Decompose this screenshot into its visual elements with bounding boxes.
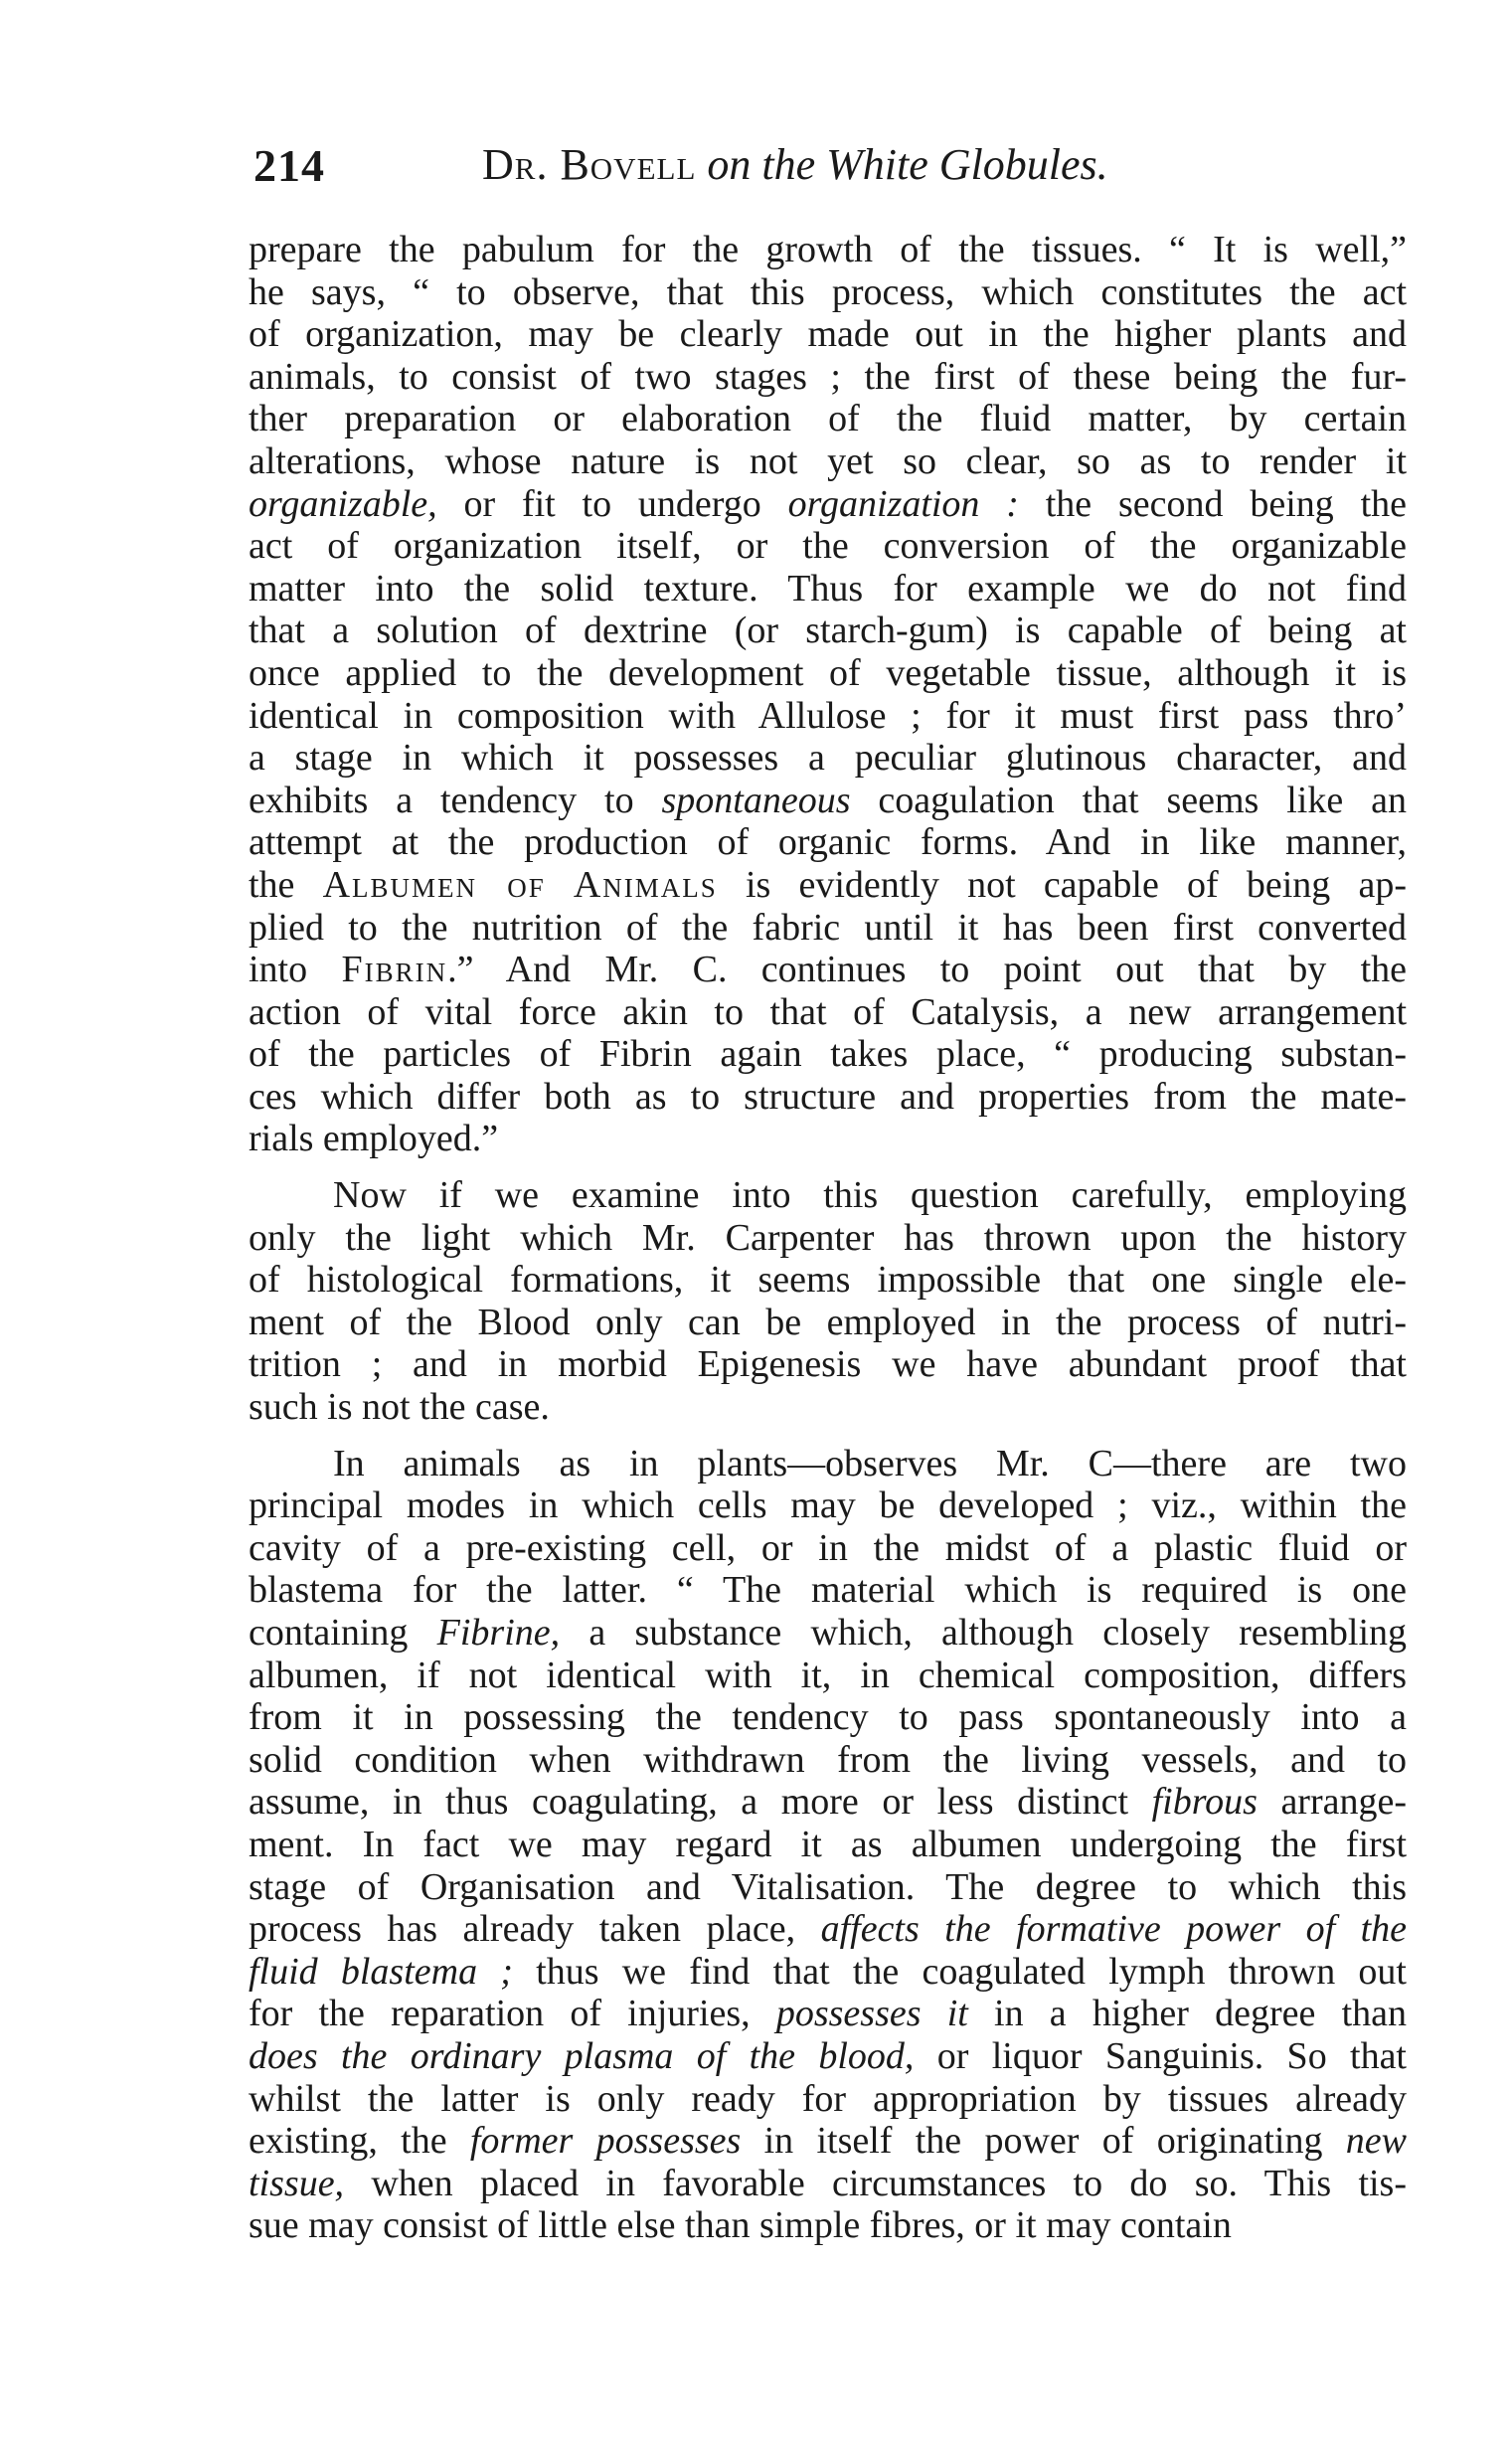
text-line — [249, 440, 1407, 483]
text-line — [249, 949, 1407, 991]
text-fragment: identical in composition with Allulose ; for it must first pass thro’ — [249, 694, 1407, 737]
page-number: 214 — [253, 140, 325, 191]
italic-text: fibrous — [1151, 1781, 1258, 1824]
text-fragment: albumen, if not identical with it, in chemical composition, differs — [249, 1654, 1407, 1696]
text-fragment: trition ; and in morbid Epigenesis we have abundant proof that — [249, 1343, 1407, 1386]
italic-text: Fibrine, — [436, 1612, 561, 1654]
text-line — [249, 1217, 1407, 1260]
small-caps-text: Fibrin — [341, 949, 448, 991]
text-line — [249, 398, 1407, 440]
text-line — [249, 695, 1407, 738]
text-fragment: coagulation that seems like an — [850, 779, 1407, 821]
text-line — [249, 652, 1407, 695]
text-line — [249, 907, 1407, 950]
text-line — [249, 1781, 1407, 1824]
text-line — [249, 1118, 1407, 1160]
text-line — [249, 780, 1407, 822]
text-line — [249, 1655, 1407, 1697]
text-fragment: ment of the Blood only can be employed in the process of nutri- — [249, 1301, 1407, 1343]
text-fragment: in itself the power of originating — [741, 2120, 1346, 2163]
small-caps-text: Albumen of Animals — [322, 863, 718, 906]
text-line — [249, 821, 1407, 864]
text-line — [249, 1343, 1407, 1386]
text-line — [249, 1259, 1407, 1302]
text-fragment: or liquor Sanguinis. So that — [914, 2034, 1407, 2077]
text-fragment: plied to the nutrition of the fabric until it has been first converted — [249, 906, 1407, 949]
text-line — [249, 229, 1407, 271]
paragraph-gap — [249, 1160, 1407, 1174]
text-fragment: whilst the latter is only ready for appropriation by tissues already — [249, 2077, 1407, 2120]
running-head — [482, 139, 1108, 190]
body-text — [249, 229, 1407, 2247]
text-fragment: stage of Organisation and Vitalisation. The degree to which this — [249, 1865, 1407, 1908]
text-fragment: ces which differ both as to structure and properties from the mate- — [249, 1075, 1407, 1118]
text-fragment: process has already taken place, — [249, 1908, 821, 1951]
text-line — [249, 1302, 1407, 1344]
text-line — [249, 737, 1407, 780]
italic-text: organization : — [787, 482, 1019, 525]
text-fragment: the second being the — [1018, 482, 1407, 525]
text-fragment: assume, in thus coagulating, a more or less distinct — [249, 1781, 1152, 1824]
text-fragment: into — [249, 949, 342, 991]
text-line — [249, 1386, 1407, 1429]
italic-text: fluid blastema ; — [249, 1950, 513, 1993]
italic-text: spontaneous — [661, 779, 851, 821]
text-line — [249, 1951, 1407, 1994]
text-line — [249, 1824, 1407, 1866]
text-fragment: a substance which, although closely resembling — [560, 1612, 1407, 1654]
text-fragment: only the light which Mr. Carpenter has thrown upon the history — [249, 1216, 1407, 1259]
text-fragment: ment. In fact we may regard it as albumen undergoing the first — [249, 1823, 1407, 1865]
text-line — [249, 2204, 1407, 2247]
text-line — [249, 1443, 1407, 1485]
text-fragment: rials employed.” — [249, 1118, 499, 1160]
text-fragment: he says, “ to observe, that this process, which constitutes the act — [249, 270, 1407, 313]
text-fragment: In animals as in plants—observes Mr. C—there are two — [333, 1442, 1407, 1484]
paragraph — [249, 1443, 1407, 2247]
italic-text: former possesses — [469, 2120, 742, 2163]
text-fragment: that a solution of dextrine (or starch-gum) is capable of being at — [249, 610, 1407, 652]
text-fragment: such is not the case. — [249, 1386, 550, 1429]
text-fragment: .” And Mr. C. continues to point out that by the — [447, 949, 1407, 991]
text-line — [249, 356, 1407, 399]
text-fragment: arrange- — [1257, 1781, 1407, 1824]
text-fragment: a stage in which it possesses a peculiar glutinous character, and — [249, 737, 1407, 780]
text-fragment: act of organization itself, or the conversion of the organizable — [249, 525, 1407, 568]
running-head-author: Dr. Bovell — [482, 140, 697, 189]
text-line — [249, 2078, 1407, 2121]
text-line — [249, 991, 1407, 1034]
text-fragment: solid condition when withdrawn from the living vessels, and to — [249, 1738, 1407, 1781]
paragraph-gap — [249, 1429, 1407, 1443]
text-fragment: from it in possessing the tendency to pass spontaneously into a — [249, 1696, 1407, 1739]
text-fragment: existing, the — [249, 2120, 470, 2163]
italic-text: does the ordinary plasma of the blood, — [249, 2034, 915, 2077]
text-line — [249, 271, 1407, 314]
text-line — [249, 1696, 1407, 1739]
italic-text: organizable, — [249, 482, 437, 525]
text-line — [249, 1908, 1407, 1951]
italic-text: tissue, — [249, 2162, 345, 2204]
text-fragment: the — [249, 863, 323, 906]
text-fragment: sue may consist of little else than simple fibres, or it may contain — [249, 2204, 1232, 2247]
text-line — [249, 1569, 1407, 1612]
paragraph — [249, 1174, 1407, 1429]
text-line — [249, 483, 1407, 526]
text-fragment: thus we find that the coagulated lymph thrown out — [512, 1950, 1407, 1993]
text-line — [249, 1739, 1407, 1782]
text-fragment: cavity of a pre-existing cell, or in the midst of a plastic fluid or — [249, 1526, 1407, 1569]
text-line — [249, 1033, 1407, 1076]
text-fragment: when placed in favorable circumstances to do so. This tis- — [344, 2162, 1407, 2204]
text-line — [249, 1612, 1407, 1655]
text-fragment: exhibits a tendency to — [249, 779, 662, 821]
text-fragment: principal modes in which cells may be developed ; viz., within the — [249, 1484, 1407, 1527]
text-line — [249, 525, 1407, 568]
text-fragment: or fit to undergo — [436, 482, 788, 525]
text-fragment: containing — [249, 1612, 437, 1654]
text-line — [249, 864, 1407, 907]
text-fragment: of histological formations, it seems impossible that one single ele- — [249, 1259, 1407, 1302]
italic-text: new — [1345, 2120, 1407, 2163]
text-fragment: prepare the pabulum for the growth of the tissues. “ It is well,” — [249, 229, 1407, 270]
text-fragment: action of vital force akin to that of Catalysis, a new arrangement — [249, 990, 1407, 1033]
text-fragment: in a higher degree than — [967, 1993, 1407, 2035]
text-line — [249, 2163, 1407, 2205]
page-header — [253, 139, 1407, 199]
text-fragment: alterations, whose nature is not yet so clear, so as to render it — [249, 439, 1407, 482]
text-line — [249, 610, 1407, 652]
text-fragment: of the particles of Fibrin again takes place, “ producing substan- — [249, 1033, 1407, 1076]
text-fragment: matter into the solid texture. Thus for example we do not find — [249, 567, 1407, 610]
text-fragment: Now if we examine into this question carefully, employing — [333, 1174, 1407, 1217]
text-fragment: attempt at the production of organic forms. And in like manner, — [249, 821, 1407, 864]
text-line — [249, 1484, 1407, 1527]
italic-text: affects the formative power of the — [820, 1908, 1407, 1951]
text-line — [249, 1076, 1407, 1119]
text-fragment: for the reparation of injuries, — [249, 1993, 776, 2035]
text-line — [249, 568, 1407, 610]
text-line — [249, 1993, 1407, 2035]
text-fragment: once applied to the development of vegetable tissue, although it is — [249, 651, 1407, 694]
text-fragment: ther preparation or elaboration of the fluid matter, by certain — [249, 398, 1407, 440]
italic-text: possesses it — [775, 1993, 968, 2035]
text-line — [249, 1174, 1407, 1217]
paragraph — [249, 229, 1407, 1160]
text-line — [249, 2035, 1407, 2078]
text-line — [249, 1527, 1407, 1570]
running-head-title: on the White Globules. — [696, 140, 1108, 189]
text-line — [249, 1866, 1407, 1909]
text-fragment: blastema for the latter. “ The material which is required is one — [249, 1569, 1407, 1612]
text-line — [249, 2120, 1407, 2163]
text-line — [249, 313, 1407, 356]
text-fragment: animals, to consist of two stages ; the first of these being the fur- — [249, 355, 1407, 398]
text-fragment: is evidently not capable of being ap- — [717, 863, 1407, 906]
text-fragment: of organization, may be clearly made out in the higher plants and — [249, 313, 1407, 356]
